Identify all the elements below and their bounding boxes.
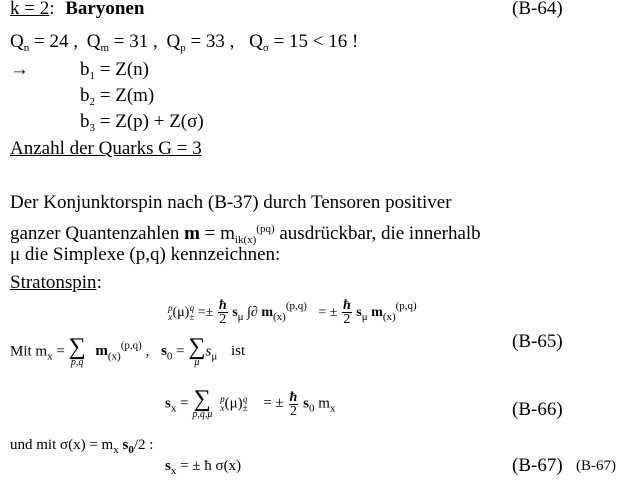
paragraph-line-1: Der Konjunktorspin nach (B-37) durch Tensoren positiver [10, 192, 452, 213]
eq66-hbar-frac [289, 391, 299, 418]
eq65-mx: m [95, 343, 108, 360]
eq67-intro-end: /2 : [133, 437, 154, 453]
para2-sup: (pq) [256, 223, 275, 235]
eq65-ist: ist [231, 343, 246, 360]
eq67-rhs: = ± ħ σ(x) [176, 458, 242, 474]
eq65-comma: , [141, 343, 150, 360]
eq66-s0-sub: 0 [308, 402, 315, 415]
qs-sub: σ [262, 42, 269, 54]
qm-sub: m [100, 42, 109, 54]
eq65-s2: s [356, 305, 362, 320]
eq65-s-mu-sub: μ [211, 350, 218, 363]
eq66-p: p [220, 394, 225, 404]
quark-count: Anzahl der Quarks G = 3 [10, 138, 202, 159]
qn-sub: n [23, 42, 30, 54]
eq66-pm: ± [242, 403, 248, 413]
qp-symbol: Q [166, 31, 181, 52]
eq66-sum-lim: p,q,μ [192, 409, 213, 420]
eq65-mit: Mit m [10, 343, 48, 360]
eq65-lhs-mu: (μ) [172, 305, 190, 320]
eq65-mx-sup: (p,q) [120, 339, 142, 352]
eq66-eq: = [176, 395, 193, 412]
eq65-sum-1 [69, 336, 86, 368]
eq66-sum [192, 388, 212, 420]
eq65-s-sub: μ [237, 311, 244, 323]
eq65-hbar-frac-2 [342, 299, 352, 326]
eq65-integral: ∫∂ [247, 305, 258, 320]
eq65-lhs-q: q [189, 302, 195, 313]
eq65-hbar-2: ħ [342, 298, 351, 314]
eq65-two: 2 [219, 312, 227, 328]
eq-number-b67-duplicate: (B-67) [576, 458, 616, 474]
para2-pre: ganzer Quantenzahlen [10, 223, 185, 244]
eq67-line [165, 457, 241, 480]
eq65-hbar-frac [218, 299, 228, 326]
eq65-m2-sub: (x) [382, 311, 396, 323]
eq66-two: 2 [289, 403, 297, 419]
paragraph-line-3: μ die Simplexe (p,q) kennzeichnen: [10, 244, 281, 265]
eq66-hbar: ħ [289, 389, 298, 405]
eq67-intro [10, 436, 153, 459]
eq-number-b66: (B-66) [512, 399, 563, 420]
eq65-s-mu: s [205, 343, 212, 360]
eq65-lhs-bot: x [168, 311, 173, 322]
b3-value: = Z(p) + Z(σ) [99, 111, 204, 132]
b3-line [80, 111, 204, 139]
qs-symbol: Q [249, 31, 263, 52]
eq65-m-sup: (p,q) [285, 300, 307, 312]
eq66-sx: s [165, 395, 171, 412]
para2-eq: = m [199, 223, 235, 244]
eq66-exp [243, 395, 248, 413]
eq65-s0-eq: = [172, 343, 189, 360]
qn-value: = 24 , [33, 31, 78, 52]
eq65-sum1-lim: p,q [70, 357, 84, 368]
eq66-eq2: = ± [263, 395, 284, 412]
b2-sub: 2 [89, 96, 95, 108]
b1-sub: 1 [89, 70, 95, 82]
b2-line [80, 85, 154, 113]
eq65-s0: s [161, 343, 167, 360]
eq66-x: x [220, 403, 225, 413]
eq-number-b64: (B-64) [512, 0, 563, 19]
eq67-intro-s-sub: 0 [128, 444, 134, 456]
header-colon: : [49, 0, 55, 19]
eq67-sx-sub: x [170, 465, 177, 477]
b3-symbol: b [80, 111, 90, 132]
eq65-mx-sub: (x) [107, 350, 121, 363]
qp-sub: p [180, 42, 186, 54]
eq67-intro-sub: x [113, 444, 119, 456]
b3-sub: 3 [89, 122, 95, 134]
eq65-m2-sup: (p,q) [395, 300, 417, 312]
eq67-intro-text: und mit σ(x) = m [10, 437, 114, 453]
eq-number-b67: (B-67) [512, 455, 563, 476]
b2-value: = Z(m) [99, 85, 155, 106]
implies-arrow: → [10, 59, 29, 80]
eq65-eq2: = ± [318, 305, 338, 320]
eq65-sum-2 [188, 336, 205, 368]
eq65-lhs-top: p [168, 302, 173, 313]
para2-post: ausdrückbar, die innerhalb [274, 223, 481, 244]
eq66-sx-sub: x [170, 402, 177, 415]
para2-bold-m: m [184, 223, 200, 244]
eq65-sum2-lim: μ [194, 357, 200, 368]
eq67-intro-s: s [118, 437, 129, 453]
eq65-m-sub: (x) [272, 311, 286, 323]
b1-symbol: b [80, 59, 90, 80]
stratonspin-label: Stratonspin [10, 272, 97, 293]
eq65-m: m [261, 305, 273, 320]
section-header [10, 0, 144, 20]
b2-symbol: b [80, 85, 90, 106]
eq66-line [165, 388, 335, 420]
eq66-mx: m [314, 395, 330, 412]
eq65-s: s [232, 305, 238, 320]
eq65-eq: =± [197, 305, 214, 320]
eq65-s0-sub: 0 [166, 350, 173, 363]
eq65-lhs-pm: ± [189, 311, 195, 322]
eq66-s0: s [303, 395, 309, 412]
qm-value: = 31 , [113, 31, 158, 52]
eq65-lhs-exp [189, 304, 194, 322]
eq66-mx-sub: x [329, 402, 336, 415]
eq-number-b65: (B-65) [512, 331, 563, 352]
qn-symbol: Q [10, 31, 24, 52]
section-title: Baryonen [65, 0, 145, 19]
para2-sub: ik(x) [234, 234, 257, 246]
qp-value: = 33 , [190, 31, 235, 52]
eq65-hbar: ħ [218, 298, 227, 314]
eq65-two-2: 2 [343, 312, 351, 328]
b1-line [80, 59, 149, 87]
sum-sign-3: ∑ [193, 386, 211, 412]
qm-symbol: Q [86, 31, 101, 52]
eq65-top [168, 298, 417, 326]
sum-sign-2: ∑ [188, 334, 206, 360]
eq65-s2-sub: μ [361, 311, 368, 323]
stratonspin-heading [10, 272, 102, 294]
eq66-q: q [242, 394, 248, 404]
sum-sign-1: ∑ [68, 334, 86, 360]
eq65-mit-line [10, 336, 245, 368]
eq66-mu: (μ) [224, 395, 243, 412]
b1-value: = Z(n) [99, 59, 149, 80]
eq67-sx: s [165, 458, 171, 474]
eq65-m2: m [371, 305, 383, 320]
quantum-numbers-line [10, 31, 358, 59]
eq65-mit-eq: = [52, 343, 69, 360]
stratonspin-colon: : [96, 272, 102, 293]
eq65-mit-sub: x [47, 350, 53, 363]
qs-value: = 15 < 16 ! [273, 31, 359, 52]
k-label: k = 2 [10, 0, 50, 19]
